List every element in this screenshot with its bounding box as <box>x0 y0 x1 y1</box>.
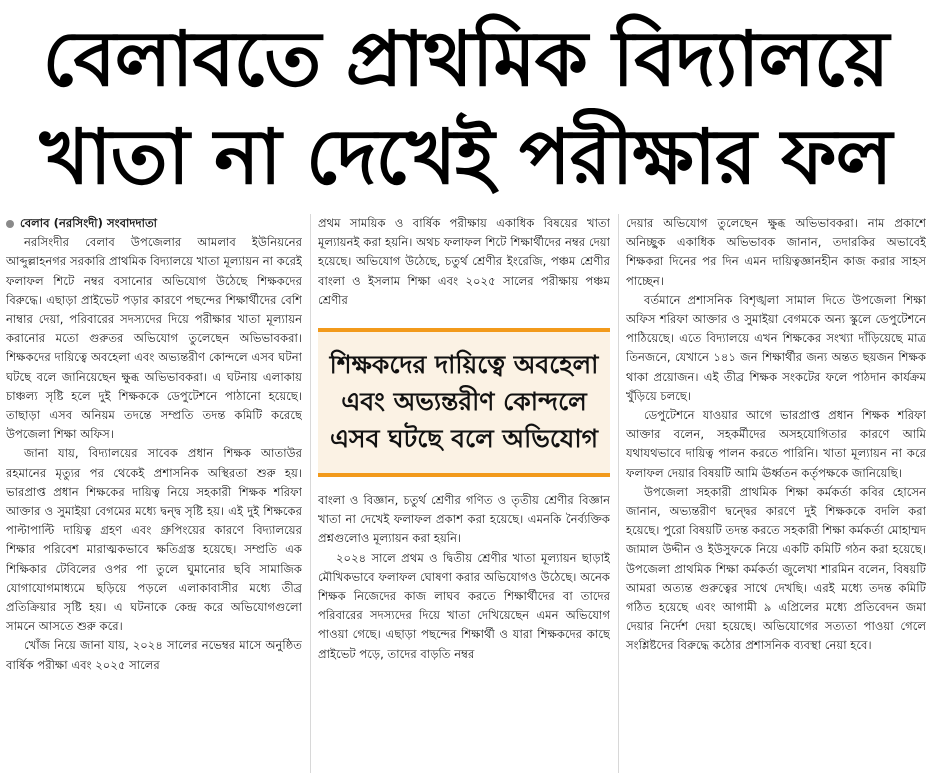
pull-quote-text: শিক্ষকদের দায়িত্বে অবহেলা এবং অভ্যন্তরীণ কোন্দলে এসব ঘটছে বলে অভিযোগ <box>329 350 599 453</box>
paragraph: প্রথম সাময়িক ও বার্ষিক পরীক্ষায় একাধিক বিষয়ের খাতা মূল্যায়নই করা হয়নি। অথচ ফলাফল শিটে শিক্ষার্থীদের নম্বর দেয়া হয়েছে। অভিযোগ উঠেছে, চতুর্থ শ্রেণীর ইংরেজি, পঞ্চম শ্রেণীর বাংলা ও ইসলাম শিক্ষা এবং ২০২৫ সালের পরীক্ষায় পঞ্চম শ্রেণীর <box>318 216 610 307</box>
byline <box>6 214 302 233</box>
paragraph: খোঁজ নিয়ে জানা যায়, ২০২৪ সালের নভেম্বর মাসে অনুষ্ঠিত বার্ষিক পরীক্ষা এবং ২০২৫ সালের <box>6 638 302 672</box>
paragraph: বাংলা ও বিজ্ঞান, চতুর্থ শ্রেণীর গণিত ও তৃতীয় শ্রেণীর বিজ্ঞান খাতা না দেখেই ফলাফল প্রকাশ করা হয়েছে। এমনকি নৈর্ব্যক্তিক প্রশ্নগুলোও মূল্যায়ন করা হয়নি। <box>318 493 610 546</box>
column-divider <box>618 214 619 773</box>
paragraph: উপজেলা সহকারী প্রাথমিক শিক্ষা কর্মকর্তা কবির হোসেন জানান, অভ্যন্তরীণ দ্বন্দ্বের কারণে দুই শিক্ষককে বদলি করা হয়েছে। পুরো বিষয়টি তদন্ত করতে সহকারী শিক্ষা কর্মকর্তা মোহাম্মদ জামাল উদ্দীন ও ইউসুফকে নিয়ে একটি কমিটি গঠন করা হয়েছে। উপজেলা প্রাথমিক শিক্ষা কর্মকর্তা জুলেখা শারমিন বলেন, বিষয়টি আমরা অত্যন্ত গুরুত্বের সাথে দেখছি। এরই মধ্যে তদন্ত কমিটি গঠিত হয়েছে এবং আগামী ৯ এপ্রিলের মধ্যে প্রতিবেদন জমা দেয়ার নির্দেশ দেয়া হয়েছে। অভিযোগের সত্যতা পাওয়া গেলে সংশ্লিষ্টদের বিরুদ্ধে কঠোর প্রশাসনিক ব্যবস্থা নেয়া হবে। <box>626 484 926 653</box>
byline-text: বেলাব (নরসিংদী) সংবাদদাতা <box>20 216 158 230</box>
column-divider <box>310 214 311 773</box>
bullet-dot-icon <box>6 220 14 228</box>
article-column-2 <box>318 214 610 773</box>
article-column-1 <box>6 214 302 773</box>
paragraph: ২০২৪ সালে প্রথম ও দ্বিতীয় শ্রেণীর খাতা মূল্যায়ন ছাড়াই মৌখিকভাবে ফলাফল ঘোষণা করার অভিযোগও উঠেছে। অনেক শিক্ষক নিজেদের কাজ লাঘব করতে শিক্ষার্থীদের বা তাদের পরিবারের সদস্যদের দিয়ে খাতা দেখিয়েছেন এমন অভিযোগ পাওয়া গেছে। এছাড়া পছন্দের শিক্ষার্থী ও যারা শিক্ষকদের কাছে প্রাইভেট পড়ে, তাদের বাড়তি নম্বর <box>318 550 610 661</box>
headline-line-2: খাতা না দেখেই পরীক্ষার ফল <box>39 112 892 201</box>
headline <box>0 0 931 210</box>
paragraph: জানা যায়, বিদ্যালয়ের সাবেক প্রধান শিক্ষক আতাউর রহমানের মৃত্যুর পর থেকেই প্রশাসনিক অস্থিরতা শুরু হয়। ভারপ্রাপ্ত প্রধান শিক্ষকের দায়িত্ব নিয়ে সহকারী শিক্ষক শরিফা আক্তার ও সুমাইয়া বেগমের মধ্যে দ্বন্দ্ব সৃষ্টি হয়। এই দুই শিক্ষকের পাল্টাপাল্টি দায়িত্ব গ্রহণ এবং গ্রুপিংয়ের কারণে বিদ্যালয়ের শিক্ষার পরিবেশ মারাত্মকভাবে ক্ষতিগ্রস্ত হয়েছে। সম্প্রতি এক শিক্ষিকার টেবিলের ওপর পা তুলে ঘুমানোর ছবি সামাজিক যোগাযোগমাধ্যমে ছড়িয়ে পড়লে এলাকাবাসীর মধ্যে তীব্র প্রতিক্রিয়ার সৃষ্টি হয়। এ ঘটনাকে কেন্দ্র করে অভিযোগগুলো সামনে আসতে শুরু করে। <box>6 446 302 634</box>
headline-line-1: বেলাবতে প্রাথমিক বিদ্যালয়ে <box>42 14 889 103</box>
pull-quote-box <box>318 328 610 477</box>
article-column-3 <box>626 214 926 773</box>
paragraph: দেয়ার অভিযোগ তুলেছেন ক্ষুব্ধ অভিভাবকরা। নাম প্রকাশে অনিচ্ছুক একাধিক অভিভাবক জানান, তদারকির অভাবেই শিক্ষকরা দিনের পর দিন এমন দায়িত্বজ্ঞানহীন কাজ করার সাহস পাচ্ছেন। <box>626 216 926 288</box>
paragraph: নরসিংদীর বেলাব উপজেলার আমলাব ইউনিয়নের আব্দুল্লাহনগর সরকারি প্রাথমিক বিদ্যালয়ে খাতা মূল্যায়ন না করেই ফলাফল শিটে নম্বর বসানোর অভিযোগ উঠেছে শিক্ষকদের বিরুদ্ধে। এছাড়া প্রাইভেট পড়ার কারণে পছন্দের শিক্ষার্থীদের বেশি নাম্বার দেয়া, পরিবারের সদস্যদের দিয়ে পরীক্ষার খাতা মূল্যায়ন করানোর মতো গুরুতর অভিযোগ তুলেছেন অভিভাবকরা। শিক্ষকদের দায়িত্বে অবহেলা এবং অভ্যন্তরীণ কোন্দলে এসব ঘটনা ঘটছে বলে জানিয়েছেন ক্ষুব্ধ অভিভাবকরা। এ ঘটনায় এলাকায় চাঞ্চল্য সৃষ্টি হলে দুই শিক্ষককে ডেপুটেশনে পাঠানো হয়েছে। তাছাড়া এসব অনিয়ম তদন্তে সম্প্রতি তদন্ত কমিটি করেছে উপজেলা শিক্ষা অফিস। <box>6 235 302 442</box>
paragraph: ডেপুটেশনে যাওয়ার আগে ভারপ্রাপ্ত প্রধান শিক্ষক শরিফা আক্তার বলেন, সহকর্মীদের অসহযোগিতার কারণে আমি যথাযথভাবে দায়িত্ব পালন করতে পারিনি। খাতা মূল্যায়ন না করে ফলাফল দেয়ার বিষয়টি আমি ঊর্ধ্বতন কর্তৃপক্ষকে জানিয়েছি। <box>626 408 926 480</box>
paragraph: বর্তমানে প্রশাসনিক বিশৃঙ্খলা সামাল দিতে উপজেলা শিক্ষা অফিস শরিফা আক্তার ও সুমাইয়া বেগমকে অন্য স্কুলে ডেপুটেশনে পাঠিয়েছে। এতে বিদ্যালয়ে এখন শিক্ষকের সংখ্যা দাঁড়িয়েছে মাত্র তিনজনে, যেখানে ১৪১ জন শিক্ষার্থীর জন্য অন্তত ছয়জন শিক্ষক থাকা প্রয়োজন। এই তীব্র শিক্ষক সংকটের ফলে পাঠদান কার্যক্রম খুঁড়িয়ে চলছে। <box>626 292 926 403</box>
